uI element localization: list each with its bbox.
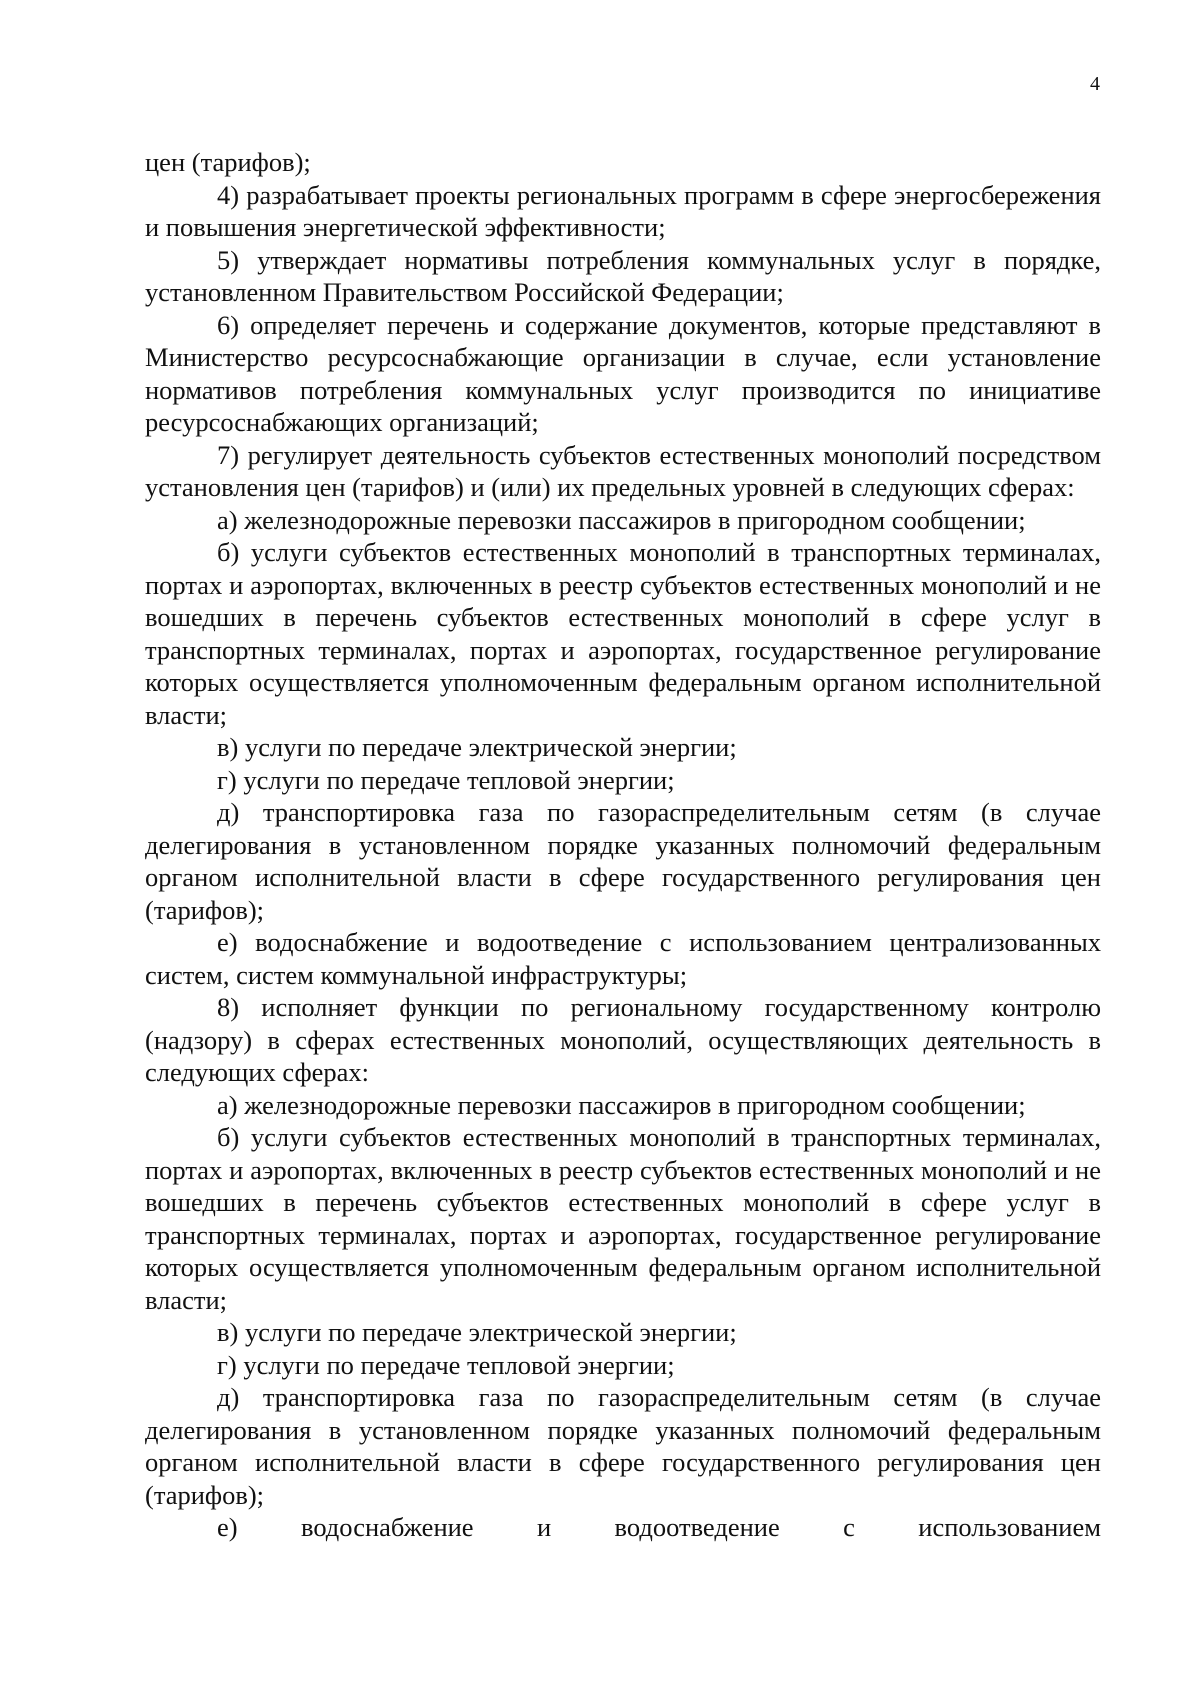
paragraph: а) железнодорожные перевозки пассажиров в пригородном сообщении; [217,1089,1026,1120]
paragraph: б) услуги субъектов естественных монополий в транспортных терминалах, портах и аэропортах, включенных в реестр субъектов естественных монополий и не вошедших в перечень субъектов естественных монополий в сфере услуг в транспортных терминалах, портах и аэропортах, государственное регулирование которых осуществляется уполномоченным федеральным органом исполнительной власти; [145,1122,1101,1315]
paragraph: е) водоснабжение и водоотведение с использованием централизованных систем, систем коммунальной инфраструктуры; [145,927,1101,990]
paragraph: 8) исполняет функции по региональному государственному контролю (надзору) в сферах естественных монополий, осуществляющих деятельность в следующих сферах: [145,992,1101,1087]
paragraph: г) услуги по передаче тепловой энергии; [217,1349,675,1380]
paragraph: г) услуги по передаче тепловой энергии; [217,764,675,795]
paragraph: 6) определяет перечень и содержание документов, которые представляют в Министерство ресурсоснабжающие организации в случае, если установление нормативов потребления коммунальных услуг производится по инициативе ресурсоснабжающих организаций; [145,309,1101,437]
paragraph: цен (тарифов); [145,147,311,177]
paragraph: в) услуги по передаче электрической энергии; [217,1317,737,1347]
paragraph: в) услуги по передаче электрической энергии; [217,732,737,762]
paragraph: 4) разрабатывает проекты региональных программ в сфере энергосбережения и повышения энергетической эффективности; [145,179,1101,242]
document-body [145,146,1101,1544]
page-number: 4 [1090,73,1100,95]
paragraph: д) транспортировка газа по газораспределительным сетям (в случае делегирования в установленном порядке указанных полномочий федеральным органом исполнительной власти в сфере государственного регулирования цен (тарифов); [145,797,1101,925]
paragraph: д) транспортировка газа по газораспределительным сетям (в случае делегирования в установленном порядке указанных полномочий федеральным органом исполнительной власти в сфере государственного регулирования цен (тарифов); [145,1382,1101,1510]
paragraph: 5) утверждает нормативы потребления коммунальных услуг в порядке, установленном Правительством Российской Федерации; [145,244,1101,307]
paragraph: а) железнодорожные перевозки пассажиров в пригородном сообщении; [217,504,1026,535]
paragraph: е) водоснабжение и водоотведение с использованием [217,1512,1101,1542]
paragraph: б) услуги субъектов естественных монополий в транспортных терминалах, портах и аэропортах, включенных в реестр субъектов естественных монополий и не вошедших в перечень субъектов естественных монополий в сфере услуг в транспортных терминалах, портах и аэропортах, государственное регулирование которых осуществляется уполномоченным федеральным органом исполнительной власти; [145,537,1101,730]
paragraph: 7) регулирует деятельность субъектов естественных монополий посредством установления цен (тарифов) и (или) их предельных уровней в следующих сферах: [145,439,1101,502]
